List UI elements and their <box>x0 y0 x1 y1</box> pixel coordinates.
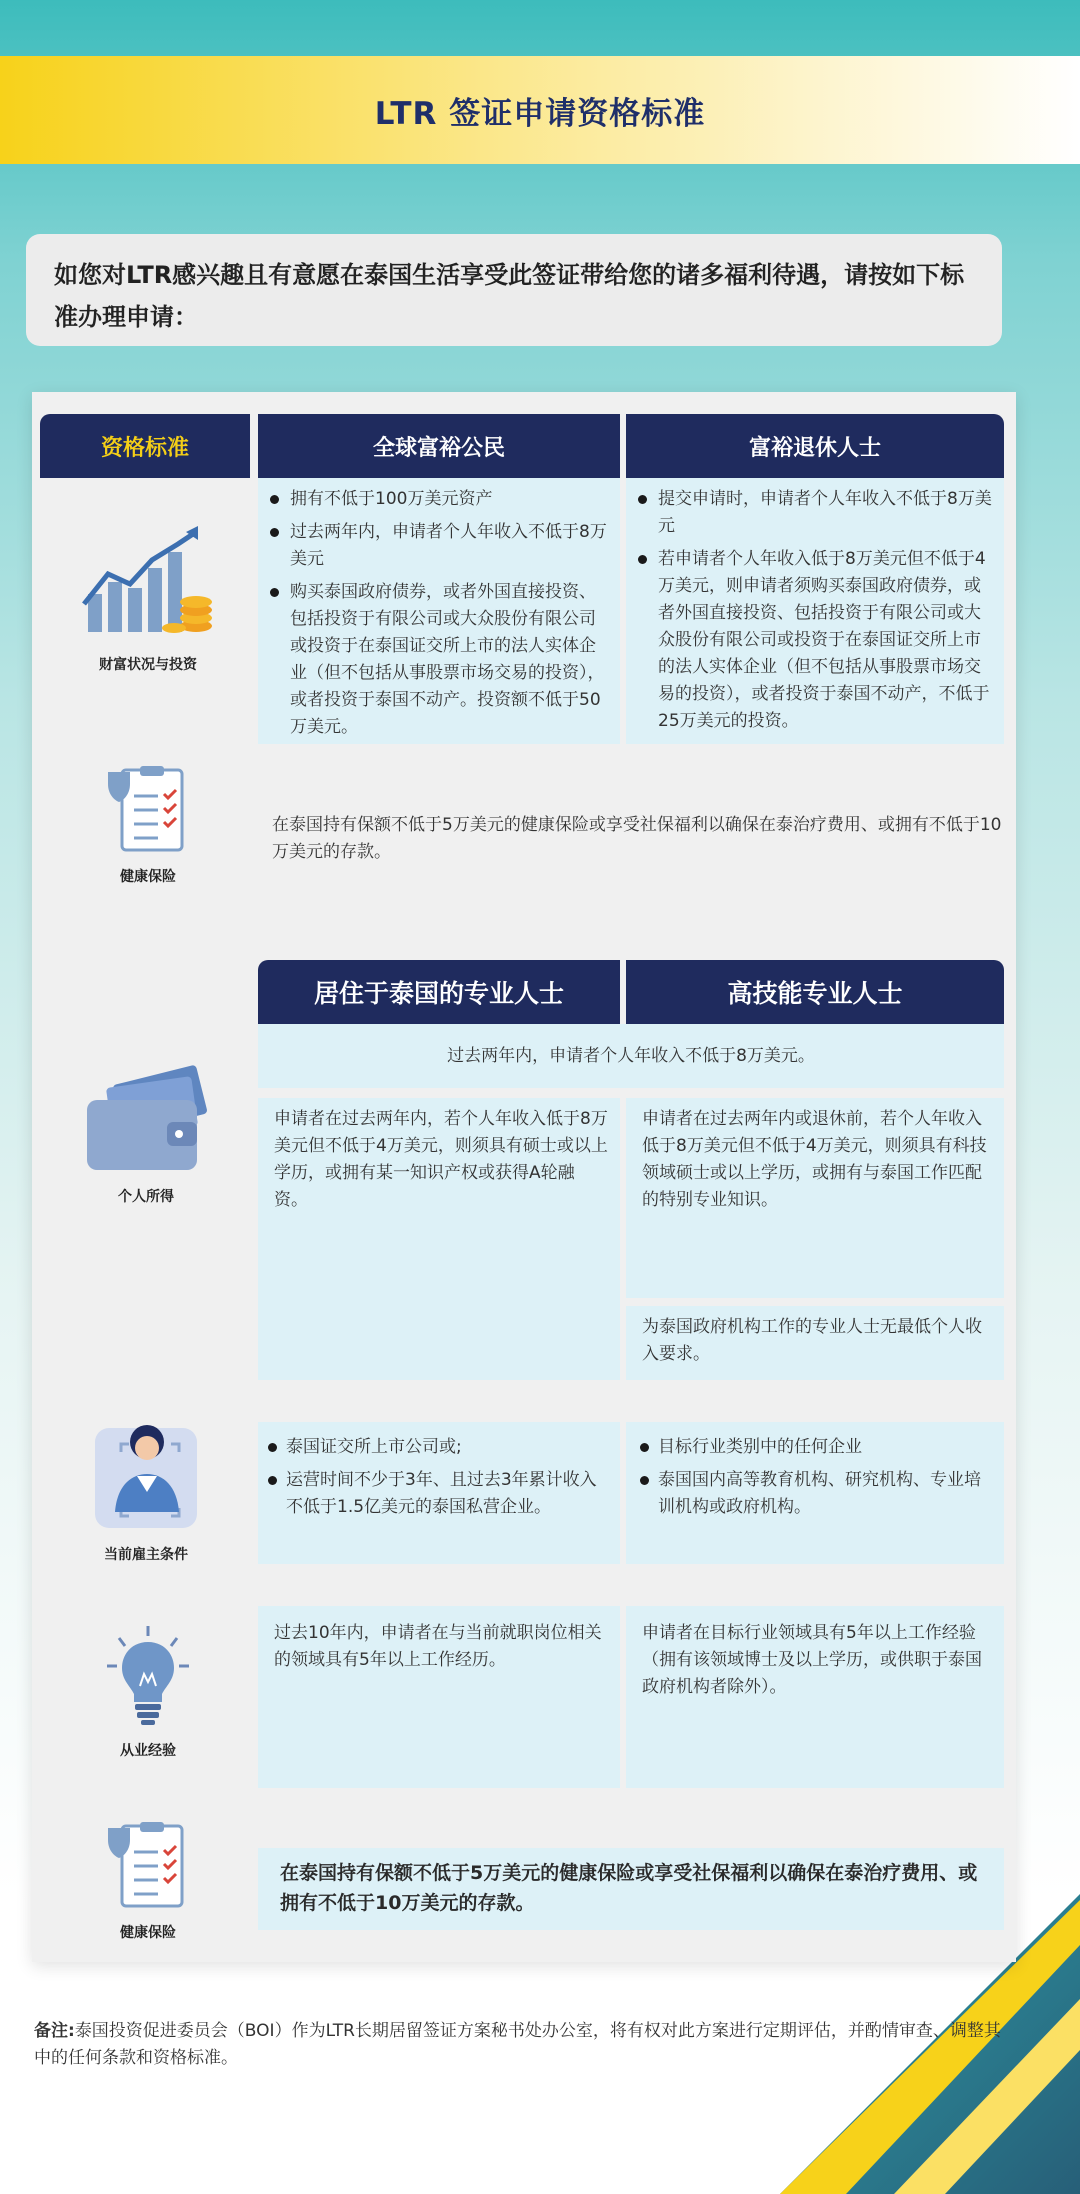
footnote-label: 备注: <box>34 2021 75 2041</box>
intro-text: 如您对LTR感兴趣且有意愿在泰国生活享受此签证带给您的诸多福利待遇，请按如下标准办理申请： <box>54 261 965 331</box>
experience-text: 过去10年内，申请者在与当前就职岗位相关的领域具有5年以上工作经历。 <box>274 1623 602 1670</box>
list-item: 提交申请时，申请者个人年收入不低于8万美元 <box>632 486 994 540</box>
health-text: 在泰国持有保额不低于5万美元的健康保险或享受社保福利以确保在泰治疗费用、或拥有不低于10万美元的存款。 <box>280 1862 978 1914</box>
income-text: 为泰国政府机构工作的专业人士无最低个人收入要求。 <box>642 1317 982 1364</box>
wallet-icon <box>81 1064 211 1174</box>
title-banner <box>0 56 1080 164</box>
income-shared-cell <box>258 1024 1004 1088</box>
bullet-list <box>640 1434 992 1521</box>
list-item: 购买泰国政府债券，或者外国直接投资、包括投资于有限公司或大众股份有限公司或投资于在泰国证交所上市的法人实体企业（但不包括从事股票市场交易的投资），或者投资于泰国不动产。投资额不低于50万美元。 <box>264 579 610 741</box>
wealth-global-cell <box>258 478 620 744</box>
criteria-panel <box>32 392 1016 1962</box>
list-item: 泰国国内高等教育机构、研究机构、专业培训机构或政府机构。 <box>640 1467 992 1521</box>
row-label: 健康保险 <box>120 869 176 885</box>
list-item: 拥有不低于100万美元资产 <box>264 486 610 513</box>
row-label: 财富状况与投资 <box>99 657 197 673</box>
header-label: 居住于泰国的专业人士 <box>313 979 564 1008</box>
intro-box <box>26 234 1002 346</box>
income-text: 申请者在过去两年内或退休前，若个人年收入低于8万美元但不低于4万美元，则须具有科技领域硕士或以上学历，或拥有与泰国工作匹配的特别专业知识。 <box>642 1109 987 1210</box>
income-shared-text: 过去两年内，申请者个人年收入不低于8万美元。 <box>447 1045 815 1066</box>
header-label: 全球富裕公民 <box>372 435 505 461</box>
income-highly-skilled-cell <box>626 1098 1004 1298</box>
list-item: 若申请者个人年收入低于8万美元但不低于4万美元，则申请者须购买泰国政府债券，或者外国直接投资、包括投资于有限公司或大众股份有限公司或投资于在泰国证交所上市的法人实体企业（但不包括从事股票市场交易的投资），或者投资于泰国不动产，不低于25万美元的投资。 <box>632 546 994 735</box>
header-label: 富裕退休人士 <box>748 435 881 461</box>
employer-work-from-thailand-cell <box>258 1422 620 1564</box>
growth-chart-coins-icon <box>78 522 218 642</box>
header-label: 高技能专业人士 <box>727 979 903 1008</box>
header-highly-skilled <box>626 960 1004 1024</box>
header-wealthy-pensioner <box>626 414 1004 478</box>
header-label: 资格标准 <box>100 435 189 461</box>
page-title: LTR 签证申请资格标准 <box>374 95 706 132</box>
income-government-cell <box>626 1306 1004 1380</box>
employee-avatar-icon <box>91 1412 201 1532</box>
row-label: 个人所得 <box>118 1189 174 1205</box>
employer-row-label <box>84 1412 208 1564</box>
footnote <box>34 2018 1014 2072</box>
employer-highly-skilled-cell <box>626 1422 1004 1564</box>
row-label: 健康保险 <box>120 1925 176 1941</box>
health-row-label <box>94 764 202 886</box>
health-text-cell-2 <box>258 1848 1004 1930</box>
bullet-list <box>264 486 610 741</box>
list-item: 目标行业类别中的任何企业 <box>640 1434 992 1461</box>
wealth-row-label <box>74 522 222 674</box>
wealth-pensioner-cell <box>626 478 1004 744</box>
bullet-list <box>632 486 994 735</box>
header-work-from-thailand <box>258 960 620 1024</box>
experience-highly-skilled-cell <box>626 1606 1004 1788</box>
header-global-wealthy <box>258 414 620 478</box>
list-item: 泰国证交所上市公司或; <box>268 1434 608 1461</box>
experience-work-from-thailand-cell <box>258 1606 620 1788</box>
income-work-from-thailand-cell <box>258 1098 620 1380</box>
health-row-label-2 <box>94 1820 202 1942</box>
row-label: 从业经验 <box>120 1743 176 1759</box>
header-criteria <box>40 414 250 478</box>
list-item: 过去两年内，申请者个人年收入不低于8万美元 <box>264 519 610 573</box>
bullet-list <box>268 1434 608 1521</box>
income-row-label <box>76 1064 216 1206</box>
health-text: 在泰国持有保额不低于5万美元的健康保险或享受社保福利以确保在泰治疗费用、或拥有不低于10万美元的存款。 <box>272 815 1002 862</box>
row-label: 当前雇主条件 <box>104 1547 188 1563</box>
list-item: 运营时间不少于3年、且过去3年累计收入不低于1.5亿美元的泰国私营企业。 <box>268 1467 608 1521</box>
experience-row-label <box>96 1624 200 1760</box>
health-insurance-document-icon <box>106 1820 190 1910</box>
health-text-cell <box>272 812 1002 866</box>
income-text: 申请者在过去两年内，若个人年收入低于8万美元但不低于4万美元，则须具有硕士或以上学历，或拥有某一知识产权或获得A轮融资。 <box>274 1109 608 1210</box>
experience-text: 申请者在目标行业领域具有5年以上工作经验（拥有该领域博士及以上学历，或供职于泰国政府机构者除外）。 <box>642 1623 982 1697</box>
lightbulb-icon <box>103 1624 193 1728</box>
footnote-text: 泰国投资促进委员会（BOI）作为LTR长期居留签证方案秘书处办公室，将有权对此方案进行定期评估，并酌情审查、调整其中的任何条款和资格标准。 <box>34 2021 1001 2068</box>
health-insurance-document-icon <box>106 764 190 854</box>
